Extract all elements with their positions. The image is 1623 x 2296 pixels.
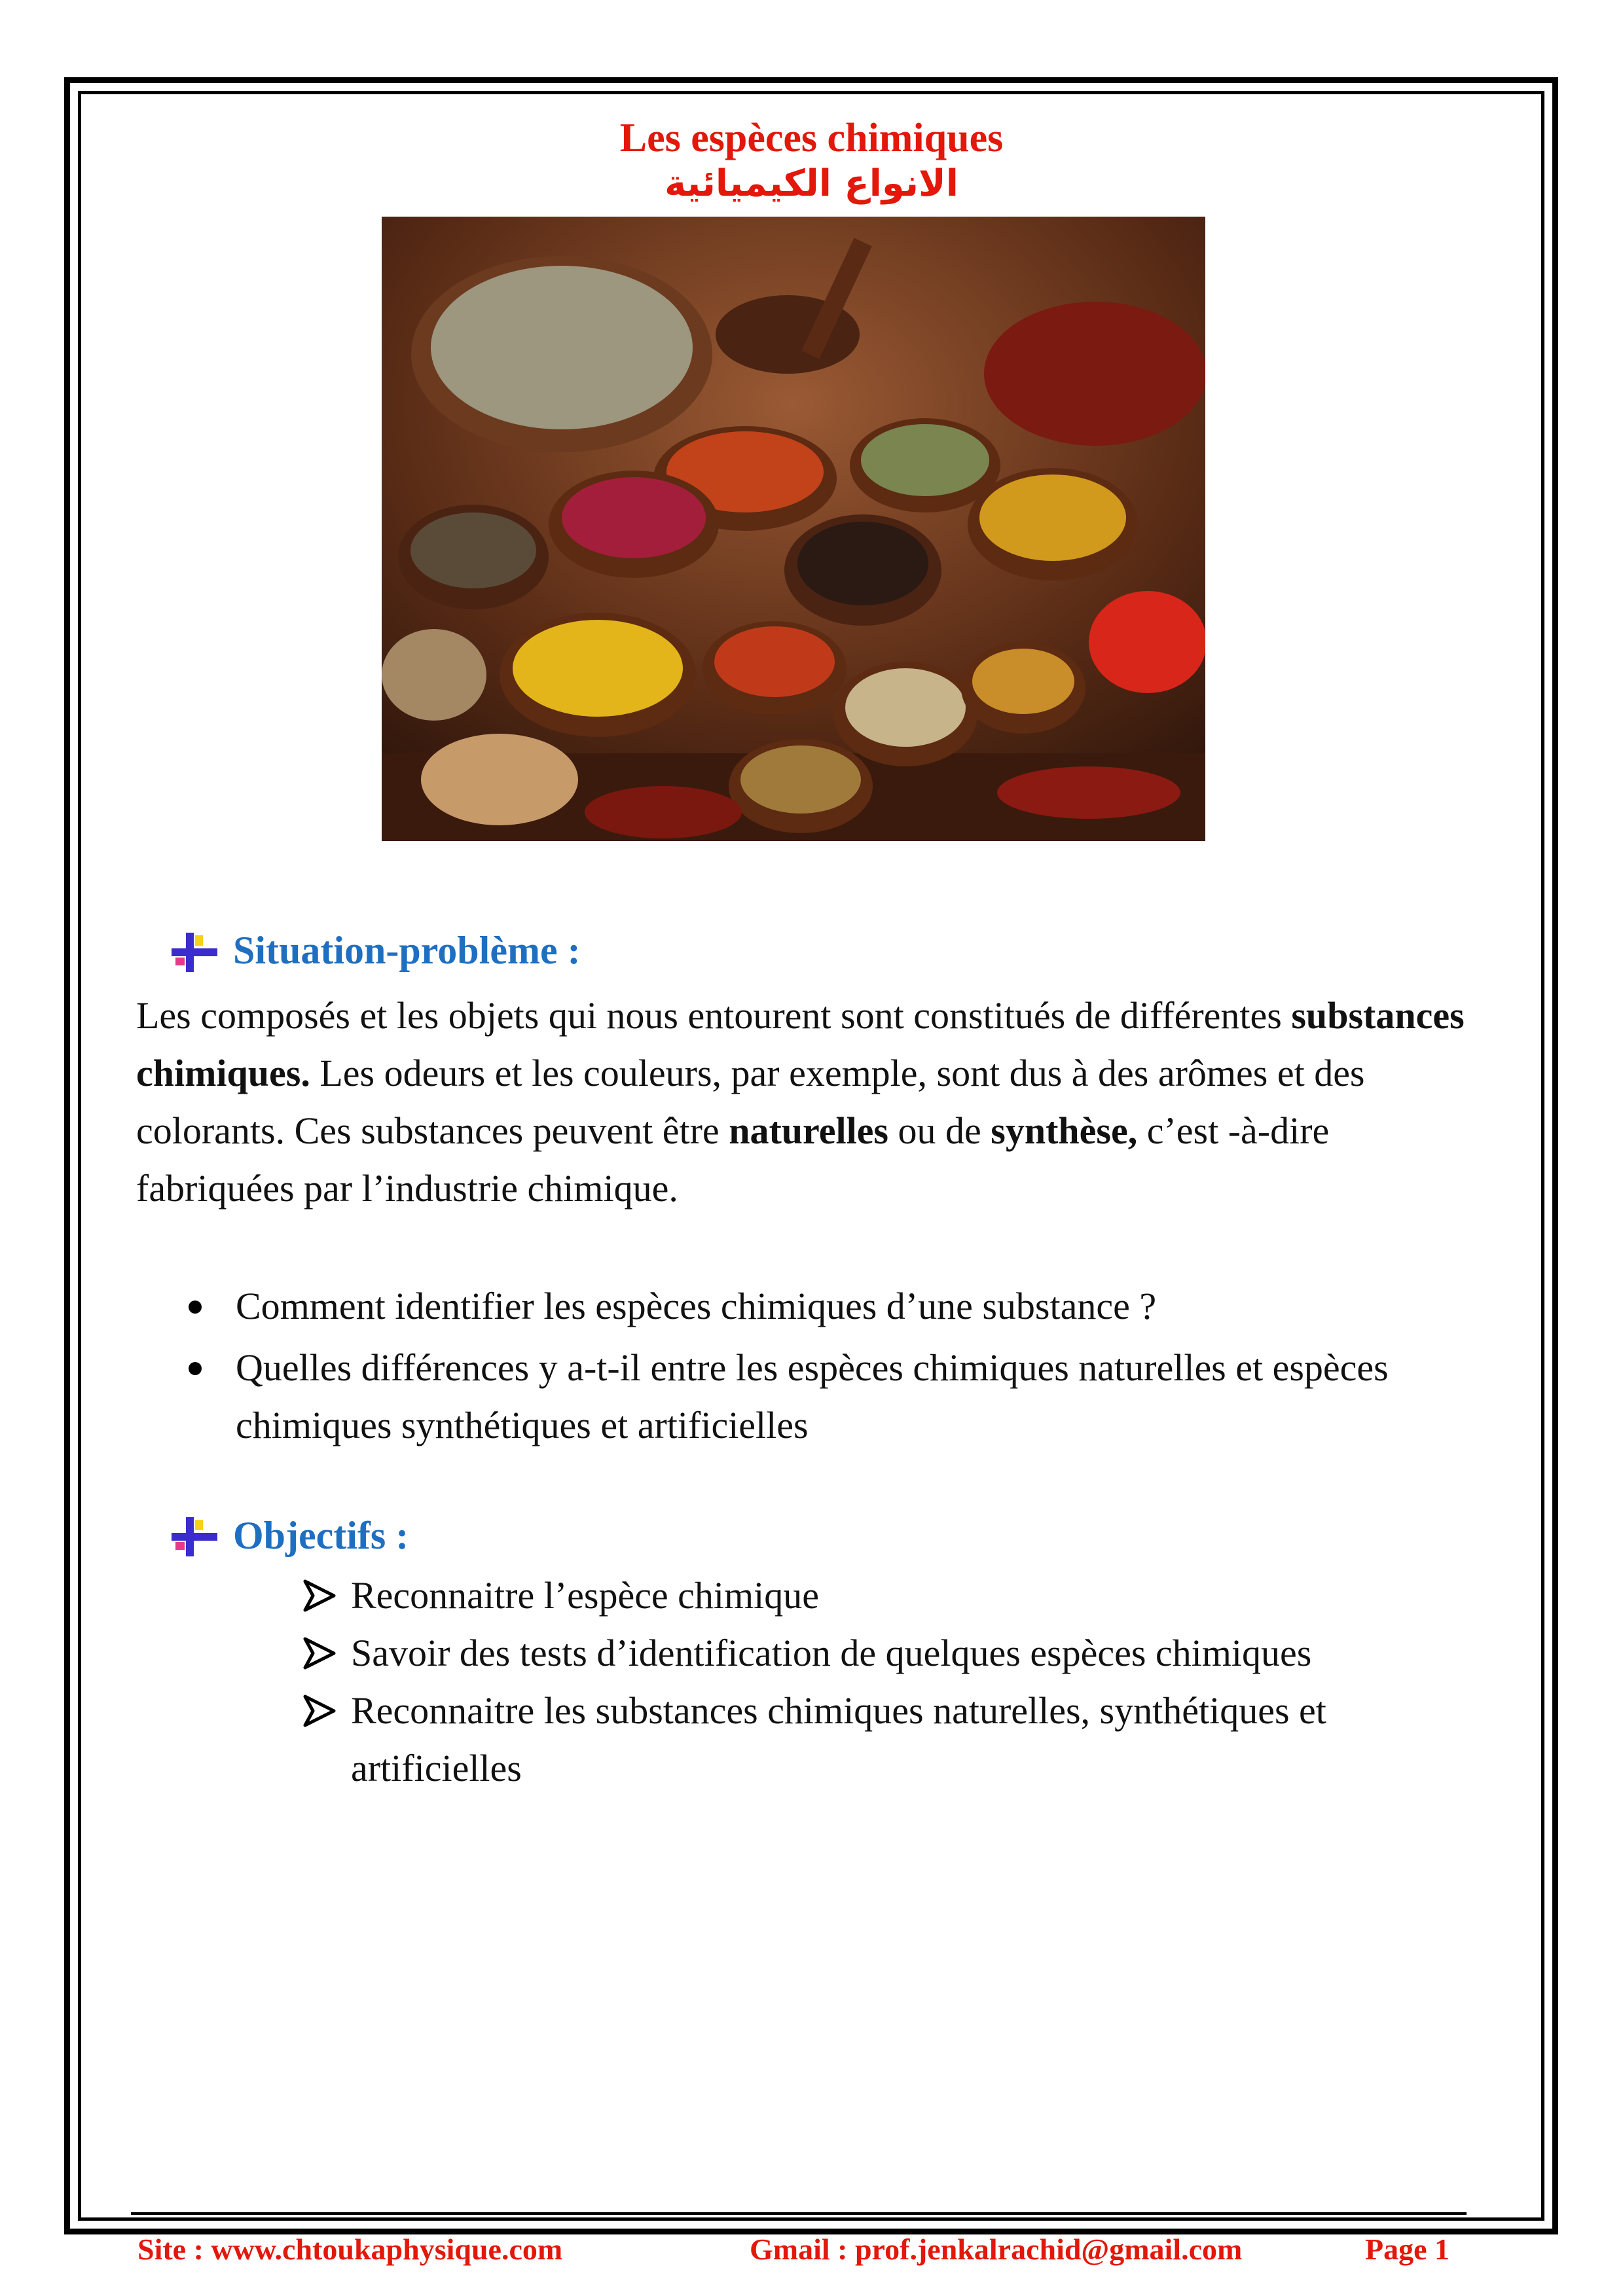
list-item: Quelles différences y a-t-il entre les espèces chimiques naturelles et espèces chimiques synthétiques et artificielles	[183, 1339, 1493, 1454]
bullet-icon	[189, 1362, 202, 1375]
situation-paragraph: Les composés et les objets qui nous entourent sont constitués de différentes substances chimiques. Les odeurs et les couleurs, par exemple, sont dus à des arômes et des colorants. Ces substances peuvent être naturelles ou de synthèse, c’est -à-dire fabriquées par l’industrie chimique.	[136, 994, 1465, 1210]
objectifs-heading: Objectifs :	[233, 1514, 409, 1557]
section-marker-icon	[172, 933, 217, 972]
list-item: Comment identifier les espèces chimiques d’une substance ?	[183, 1278, 1493, 1335]
arrow-bullet-icon	[301, 1635, 338, 1672]
footer-gmail: Gmail : prof.jenkalrachid@gmail.com	[750, 2233, 1243, 2266]
objectives-list	[301, 1567, 1493, 1797]
list-item: Reconnaitre les substances chimiques naturelles, synthétiques et artificielles	[301, 1682, 1493, 1797]
page-title-arabic: الانواع الكيميائية	[665, 162, 958, 205]
page-title: Les espèces chimiques	[619, 116, 1004, 160]
arrow-bullet-icon	[301, 1693, 338, 1729]
page-number: Page 1	[1365, 2233, 1450, 2266]
question-list	[183, 1278, 1493, 1458]
situation-heading: Situation-problème :	[233, 929, 581, 972]
spices-photo	[382, 217, 1205, 841]
list-item: Reconnaitre l’espèce chimique	[301, 1567, 1493, 1624]
footer-divider	[131, 2212, 1467, 2215]
list-item: Savoir des tests d’identification de quelques espèces chimiques	[301, 1624, 1493, 1682]
section-marker-icon	[172, 1517, 217, 1556]
arrow-bullet-icon	[301, 1577, 338, 1614]
footer-site: Site : www.chtoukaphysique.com	[137, 2233, 563, 2266]
bullet-icon	[189, 1300, 202, 1314]
